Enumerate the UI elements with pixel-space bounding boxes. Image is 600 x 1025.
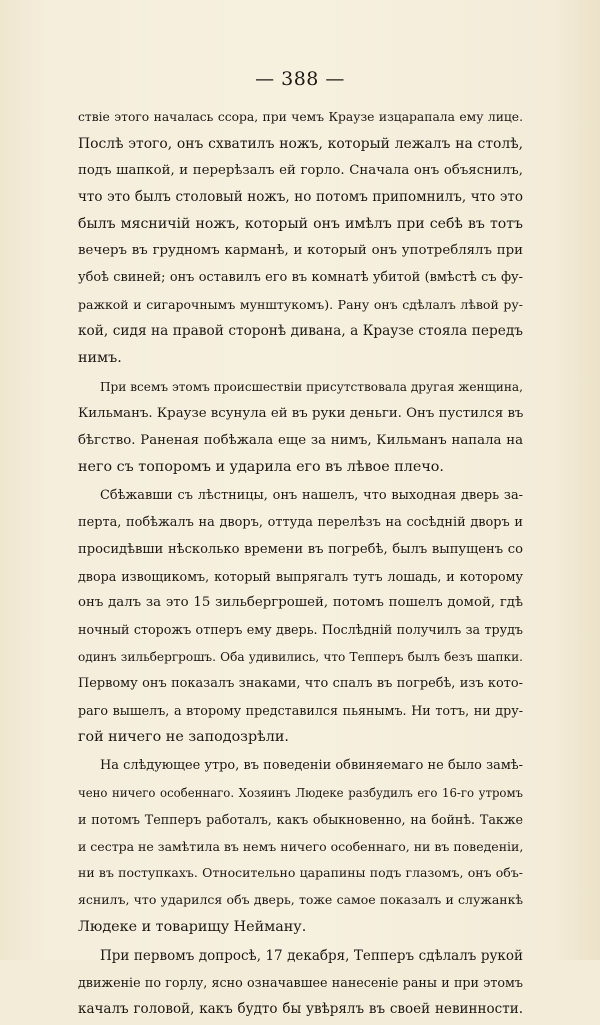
text-line: бѣгство. Раненая побѣжала еще за нимъ, Кильманъ напала на xyxy=(78,432,523,448)
text-line: При всемъ этомъ происшествіи присутствовала другая женщина, xyxy=(100,379,523,394)
text-line: На слѣдующее утро, въ поведеніи обвиняемаго не было замѣ- xyxy=(100,758,523,774)
text-line: чено ничего особеннаго. Хозяинъ Людеке разбудилъ его 16-го утромъ xyxy=(78,785,523,800)
text-line: яснилъ, что ударился объ дверь, тоже самое показалъ и служанкѣ xyxy=(78,892,523,908)
text-line: Первому онъ показалъ знаками, что спалъ въ погребѣ, изъ кото- xyxy=(78,675,523,691)
text-line: убоѣ свиней; онъ оставилъ его въ комнатѣ убитой (вмѣстѣ съ фу- xyxy=(78,269,523,285)
paragraph-2 xyxy=(78,374,523,481)
text-line: ражкой и сигарочнымъ мунштукомъ). Рану онъ сдѣлалъ лѣвой ру- xyxy=(78,296,523,312)
text-line: Послѣ этого, онъ схватилъ ножъ, который лежалъ на столѣ, xyxy=(78,135,523,152)
text-line: подъ шапкой, и перерѣзалъ ей горло. Сначала онъ объяснилъ, xyxy=(78,162,523,178)
text-line: былъ мясничій ножъ, который онъ имѣлъ при себѣ въ тотъ xyxy=(78,216,523,233)
page-number: — 388 — xyxy=(255,68,345,90)
text-line: одинъ зильбергрошъ. Оба удивились, что Тепперъ былъ безъ шапки. xyxy=(78,649,523,664)
paragraph-4 xyxy=(78,753,523,941)
paragraph-1 xyxy=(78,104,523,372)
text-line: При первомъ допросѣ, 17 декабря, Тепперъ сдѣлалъ рукой xyxy=(100,947,523,964)
text-line: и потомъ Тепперъ работалъ, какъ обыкновенно, на бойнѣ. Также xyxy=(78,811,523,827)
text-line: кой, сидя на правой сторонѣ дивана, а Краузе стояла передъ xyxy=(78,323,523,340)
paragraph-3 xyxy=(78,483,523,751)
text-line: двора извощикомъ, который выпрягалъ тутъ лошадь, и которому xyxy=(78,568,523,584)
text-line: перта, побѣжалъ на дворъ, оттуда перелѣзъ на сосѣдній дворъ и xyxy=(78,514,523,530)
text-line: Людеке и товарищу Нейману. xyxy=(78,918,307,935)
text-line: движеніе по горлу, ясно означавшее нанесеніе раны и при этомъ xyxy=(78,974,523,990)
text-line: вечеръ въ грудномъ карманѣ, и который онъ употреблялъ при xyxy=(78,242,523,258)
text-line: нимъ. xyxy=(78,350,122,367)
text-line: него съ топоромъ и ударила его въ лѣвое плечо. xyxy=(78,459,444,476)
text-line: онъ далъ за это 15 зильбергрошей, потомъ пошелъ домой, гдѣ xyxy=(78,595,523,611)
text-line: и сестра не замѣтила въ немъ ничего особеннаго, ни въ поведеніи, xyxy=(78,838,523,854)
text-line: Кильманъ. Краузе всунула ей въ руки деньги. Онъ пустился въ xyxy=(78,405,523,421)
text-line: что это былъ столовый ножъ, но потомъ припомнилъ, что это xyxy=(78,189,523,206)
text-line: качалъ головой, какъ будто бы увѣрялъ въ своей невинности. xyxy=(78,1001,523,1018)
text-line: ни въ поступкахъ. Относительно царапины подъ глазомъ, онъ объ- xyxy=(78,865,523,881)
text-line: гой ничего не заподозрѣли. xyxy=(78,729,289,746)
text-line: просидѣвши нѣсколько времени въ погребѣ, былъ выпущенъ со xyxy=(78,541,523,557)
text-line: раго вышелъ, а второму представился пьянымъ. Ни тотъ, ни дру- xyxy=(78,702,523,718)
paragraph-5 xyxy=(78,943,523,1023)
text-line: Сбѣжавши съ лѣстницы, онъ нашелъ, что выходная дверь за- xyxy=(100,488,523,504)
text-line: ночный сторожъ отперъ ему дверь. Послѣдній получилъ за трудъ xyxy=(78,622,523,638)
body-text xyxy=(78,104,523,1025)
text-line: ствіе этого началась ссора, при чемъ Краузе изцарапала ему лице. xyxy=(78,110,523,124)
